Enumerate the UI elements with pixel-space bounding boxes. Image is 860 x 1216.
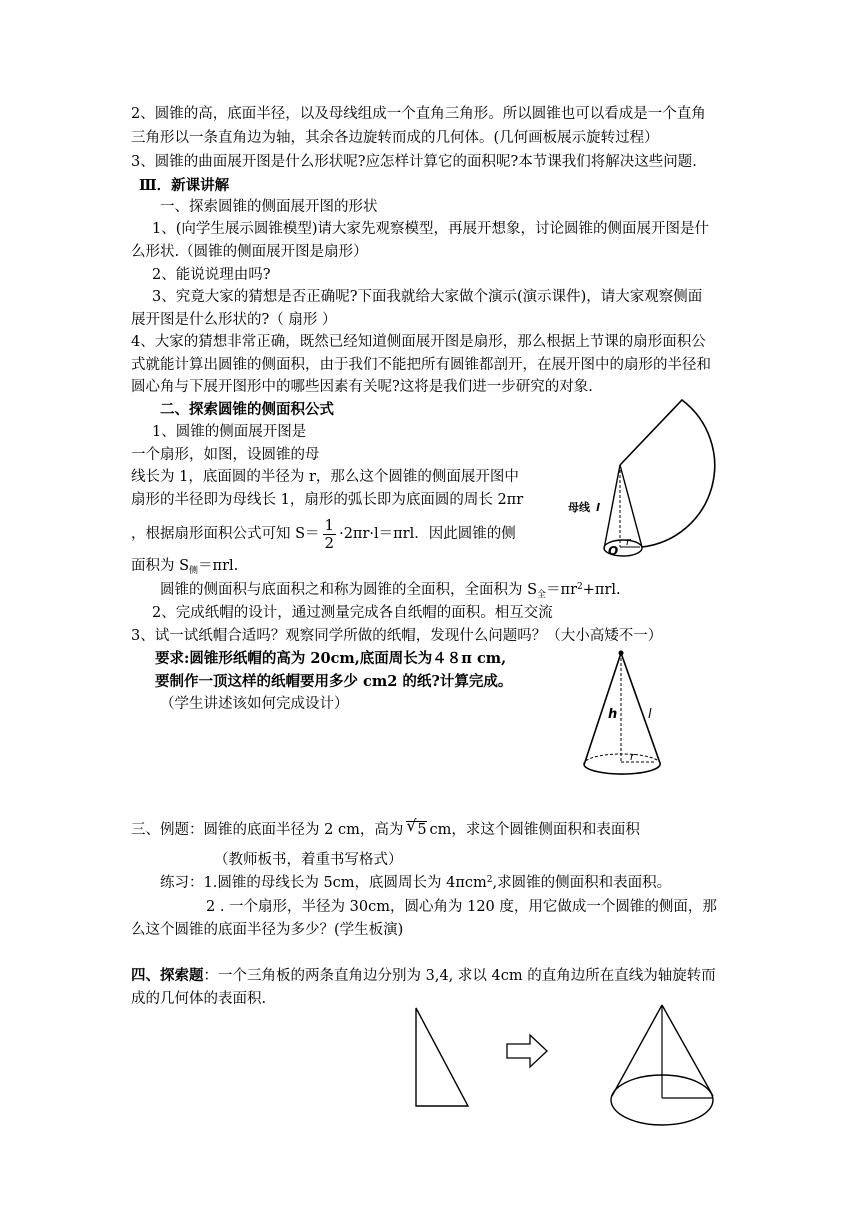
exercise-line: 2 . 一个扇形，半径为 30cm，圆心角为 120 度，用它做成一个圆锥的侧面，那 [206,899,717,915]
para-line: 2、完成纸帽的设计，通过测量完成各自纸帽的面积。相互交流 [152,605,553,621]
fraction-numerator: 1 [324,515,335,534]
fig1-label-l: l [596,501,600,514]
para-line: 圆心角与下展开图形中的哪些因素有关呢?这将是我们进一步研究的对象. [131,379,593,395]
text: 三、例题：圆锥的底面半径为 2 cm，高为 [131,822,404,838]
requirement-line: 要求:圆锥形纸帽的高为 20cm,底面周长为４８π cm, [155,650,507,667]
fig2-label-r: r [630,750,635,763]
arrow-right-icon [507,1035,547,1067]
text: ＝πrl. [198,558,239,574]
fig1-label-r: r [626,535,631,548]
para-line: （教师板书，着重书写格式） [214,852,403,868]
sub-heading: 一、探索圆锥的侧面展开图的形状 [160,199,378,215]
para-line: 一个扇形，如图，设圆锥的母 [131,447,320,463]
para-line: 1、圆锥的侧面展开图是 [152,424,307,440]
cone-figure [578,645,668,785]
fig2-label-h: h [608,707,618,722]
exercise-line: 么这个圆锥的底面半径为多少？(学生板演) [131,922,404,938]
superscript: 2 [577,582,583,592]
requirement-line: 要制作一顶这样的纸帽要用多少 cm2 的纸?计算完成。 [155,673,513,690]
para-line: 3、究竟大家的猜想是否正确呢?下面我就给大家做个演示(演示课件)，请大家观察侧面 [152,289,703,305]
text: ,求圆锥的侧面积和表面积。 [492,875,672,891]
para-line: 4、大家的猜想非常正确，既然已经知道侧面展开图是扇形，那么根据上节课的扇形面积公 [131,334,706,350]
problem-label: 四、探索题 [131,967,204,984]
example-line [131,816,640,840]
text: ＝πr [546,582,578,598]
para-line: 3、圆锥的曲面展开图是什么形状呢?应怎样计算它的面积呢?本节课我们将解决这些问题. [131,154,697,170]
subscript: 侧 [189,566,199,576]
para-line [131,966,716,986]
para-line: 3、试一试纸帽合适吗？观察同学所做的纸帽，发现什么问题吗？（大小高矮不一） [131,628,663,644]
section-heading: Ⅲ．新课讲解 [139,177,230,194]
formula-line [131,516,516,552]
fig2-label-l: l [648,707,652,722]
sqrt-symbol: √ 5 [406,816,427,838]
fraction [323,517,337,552]
para-line: 三角形以一条直角边为轴，其余各边旋转而成的几何体。(几何画板展示旋转过程） [131,130,659,146]
text: 面积为 S [131,558,190,574]
text: 圆锥的侧面积与底面积之和称为圆锥的全面积，全面积为 S [160,582,538,598]
para-line: 2、圆锥的高，底面半径，以及母线组成一个直角三角形。所以圆锥也可以看成是一个直角 [131,106,706,122]
para-line: 线长为 1，底面圆的半径为 r，那么这个圆锥的侧面展开图中 [131,469,519,485]
text: ：一个三角板的两条直角边分别为 3,4, 求以 4cm 的直角边所在直线为轴旋转而 [203,968,716,984]
para-line [131,556,238,578]
para-line: 么形状.（圆锥的侧面展开图是扇形） [131,244,368,260]
rotation-figure [400,1000,730,1130]
para-line [160,580,621,602]
fig1-label-muxian: 母线 [568,501,590,514]
para-line: 展开图是什么形状的?（ 扇形 ） [131,312,337,328]
text: cm，求这个圆锥侧面积和表面积 [429,822,640,838]
text: +πrl. [582,582,621,598]
text: 练习：1.圆锥的母线长为 5cm，底圆周长为 4πcm [160,875,487,891]
subscript: 全 [537,590,547,600]
exercise-line [160,873,671,895]
right-triangle [416,1008,468,1106]
para-line: （学生讲述该如何完成设计） [160,696,349,712]
radicand: 5 [417,822,427,838]
cone-sector-figure [560,395,735,575]
para-line: 式就能计算出圆锥的侧面积，由于我们不能把所有圆锥都剖开，在展开图中的扇形的半径和 [131,357,711,373]
fraction-denominator: 2 [324,533,335,552]
superscript: 2 [486,875,493,885]
para-line: 1、(向学生展示圆锥模型)请大家先观察模型，再展开想象，讨论圆锥的侧面展开图是什 [152,221,710,237]
formula-text: ·2πr·l＝πrl．因此圆锥的侧 [339,526,516,542]
fig1-label-o: O [608,544,619,558]
sub-heading: 二、探索圆锥的侧面积公式 [160,401,334,418]
formula-text: ，根据扇形面积公式可知 S＝ [131,526,320,542]
para-line: 成的几何体的表面积. [131,991,267,1007]
para-line: 2、能说说理由吗? [152,267,271,283]
para-line: 扇形的半径即为母线长 1，扇形的弧长即为底面圆的周长 2πr [131,492,524,508]
